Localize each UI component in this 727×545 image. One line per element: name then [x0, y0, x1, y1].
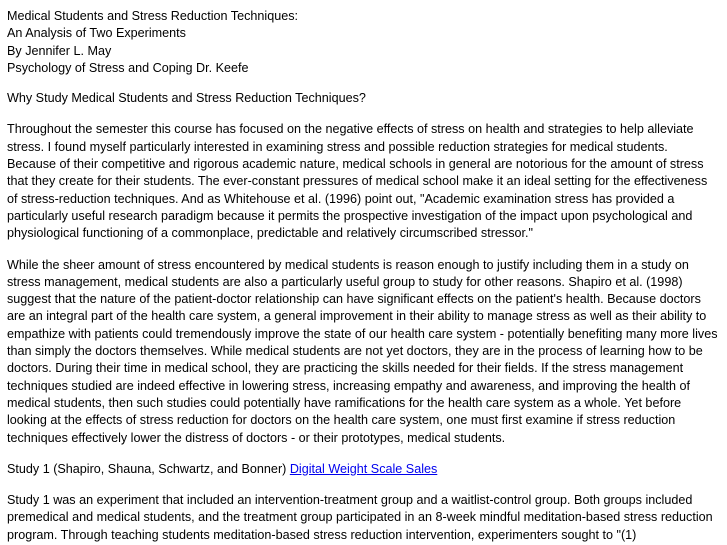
title-line-2: An Analysis of Two Experiments: [7, 26, 186, 41]
digital-weight-scale-sales-link[interactable]: Digital Weight Scale Sales: [289, 461, 438, 476]
section-question-heading: Why Study Medical Students and Stress Reduction Techniques?: [7, 91, 366, 106]
study1-heading: [7, 461, 719, 478]
course-line: Psychology of Stress and Coping Dr. Keefe: [7, 60, 249, 75]
title-line-1: Medical Students and Stress Reduction Techniques:: [7, 9, 298, 23]
intro-paragraph: Throughout the semester this course has focused on the negative effects of stress on health and strategies to help alleviate stress. I found myself particularly interested in examining stress and possible reduction strategies for medical students. Because of their competitive and rigorous academic nature, medical schools in general are notorious for the amount of stress that they create for their students. The ever-constant pressures of medical school make it an ideal setting for the effectiveness of stress-reduction techniques. And as Whitehouse et al. (1996) point out, "Academic examination stress has provided a particularly useful research paradigm because it permits the prospective investigation of the impact upon psychological and physiological functioning of a commonplace, predictable and relatively circumscribed stressor.": [7, 122, 708, 241]
rationale-paragraph: While the sheer amount of stress encountered by medical students is reason enough to justify including them in a study on stress management, medical students are also a particularly useful group to study for other reasons. Shapiro et al. (1998) suggest that the nature of the patient-doctor relationship can have significant effects on the patient's health. Because doctors are an integral part of the health care system, a general improvement in their ability to manage stress as well as their ability to empathize with patients could tremendously improve the state of our health care system - potentially benefiting many more lives than simply the doctors themselves. While medical students are not yet doctors, they are in the process of learning how to be doctors. During their time in medical school, they are practicing the skills needed for their fields. If the stress management techniques studied are indeed effective in lowering stress, increasing empathy and awareness, and improving the health of medical students, then such studies could potentially have ramifications for the health care system as a whole. Yet before looking at the effects of stress reduction for doctors on the health care system, one must first examine if stress reduction techniques effectively lower the distress of doctors - or their prototypes, medical students.: [7, 257, 718, 445]
document-header: [7, 8, 719, 77]
document-page: [7, 0, 719, 544]
study1-label: Study 1 (Shapiro, Shauna, Schwartz, and Bonner): [7, 461, 287, 476]
study1-description-paragraph: Study 1 was an experiment that included an intervention-treatment group and a waitlist-control group. Both groups included premedical and medical students, and the treatment group participated in an 8-week mindful meditation-based stress reduction program. Through teaching students meditation-based stress reduction intervention, experimenters sought to "(1): [7, 493, 713, 542]
author-byline: By Jennifer L. May: [7, 43, 112, 58]
